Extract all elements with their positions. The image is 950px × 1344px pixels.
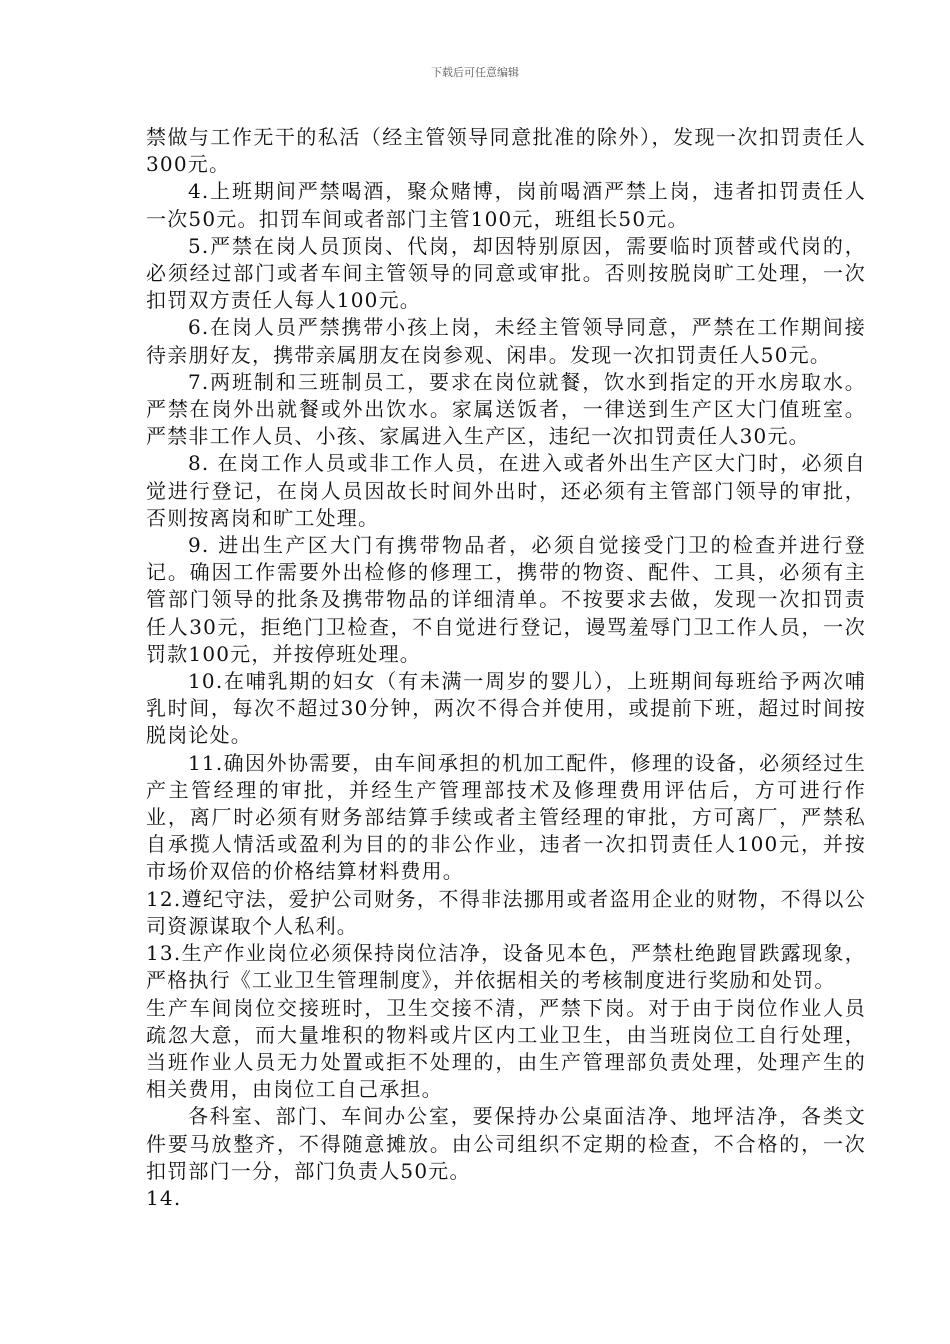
paragraph-rule-5: 5.严禁在岗人员顶岗、代岗，却因特别原因，需要临时顶替或代岗的，必须经过部门或者车间主管领导的同意或审批。否则按脱岗旷工处理，一次扣罚双方责任人每人100元。 [146, 233, 866, 313]
paragraph-private-work: 禁做与工作无干的私活（经主管领导同意批准的除外），发现一次扣罚责任人300元。 [146, 125, 866, 177]
paragraph-shift-handover: 生产车间岗位交接班时，卫生交接不清，严禁下岗。对于由于岗位作业人员疏忽大意，而大量堆积的物料或片区内工业卫生，由当班岗位工自行处理，当班作业人员无力处置或拒不处理的，由生产管理部负责处理，处理产生的相关费用，由岗位工自己承担。 [146, 995, 866, 1102]
paragraph-rule-12: 12.遵纪守法，爱护公司财务，不得非法挪用或者盗用企业的财物，不得以公司资源谋取个人私利。 [146, 886, 866, 938]
document-body [146, 124, 866, 1212]
paragraph-rule-7: 7.两班制和三班制员工，要求在岗位就餐，饮水到指定的开水房取水。严禁在岗外出就餐或外出饮水。家属送饭者，一律送到生产区大门值班室。严禁非工作人员、小孩、家属进入生产区，违纪一次扣罚责任人30元。 [146, 369, 866, 449]
paragraph-rule-9: 9. 进出生产区大门有携带物品者，必须自觉接受门卫的检查并进行登记。确因工作需要外出检修的修理工，携带的物资、配件、工具，必须有主管部门领导的批条及携带物品的详细清单。不按要求去做，发现一次扣罚责任人30元，拒绝门卫检查，不自觉进行登记，谩骂羞辱门卫工作人员，一次罚款100元，并按停班处理。 [146, 533, 866, 666]
page-header: 下载后可任意编辑 [431, 66, 519, 79]
paragraph-office-cleanliness: 各科室、部门、车间办公室，要保持办公桌面洁净、地坪洁净，各类文件要马放整齐，不得随意摊放。由公司组织不定期的检查，不合格的，一次扣罚部门一分，部门负责人50元。 [146, 1104, 866, 1183]
paragraph-rule-8: 8. 在岗工作人员或非工作人员，在进入或者外出生产区大门时，必须自觉进行登记，在岗人员因故长时间外出时，还必须有主管部门领导的审批，否则按离岗和旷工处理。 [146, 451, 866, 530]
paragraph-rule-4: 4.上班期间严禁喝酒，聚众赌博，岗前喝酒严禁上岗，违者扣罚责任人一次50元。扣罚车间或者部门主管100元，班组长50元。 [146, 179, 866, 231]
paragraph-rule-6: 6.在岗人员严禁携带小孩上岗，未经主管领导同意，严禁在工作期间接待亲朋好友，携带亲属朋友在岗参观、闲串。发现一次扣罚责任人50元。 [146, 315, 866, 367]
paragraph-rule-13: 13.生产作业岗位必须保持岗位洁净，设备见本色，严禁杜绝跑冒跌露现象，严格执行《工业卫生管理制度》，并依据相关的考核制度进行奖励和处罚。 [146, 941, 866, 993]
paragraph-rule-10: 10.在哺乳期的妇女（有未满一周岁的婴儿），上班期间每班给予两次哺乳时间，每次不超过30分钟，两次不得合并使用，或提前下班，超过时间按脱岗论处。 [146, 669, 866, 748]
paragraph-rule-11: 11.确因外协需要，由车间承担的机加工配件，修理的设备，必须经过生产主管经理的审批，并经生产管理部技术及修理费用评估后，方可进行作业，离厂时必须有财务部结算手续或者主管经理的审批，方可离厂，严禁私自承揽人情活或盈利为目的的非公作业，违者一次扣罚责任人100元，并按市场价双倍的价格结算材料费用。 [146, 750, 866, 884]
paragraph-rule-14: 14. [146, 1185, 182, 1210]
